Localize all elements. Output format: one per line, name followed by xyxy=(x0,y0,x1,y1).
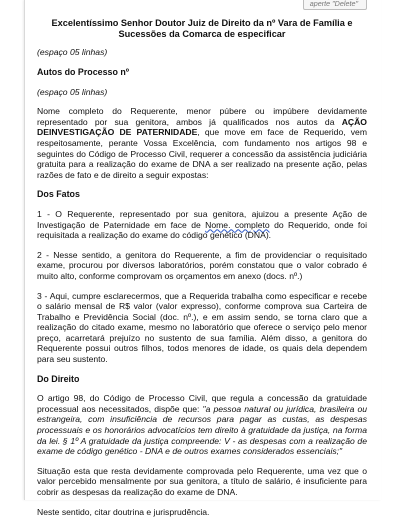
document-body[interactable] xyxy=(37,18,367,526)
law-paragraph-2: Situação esta que resta devidamente comprovada pelo Requerente, uma vez que o valor percebido mensalmente por sua genitora, a título de salário, é insuficiente para cobrir as despesas da realização do exame de DNA. xyxy=(37,465,367,497)
fact-paragraph-3: 3 - Aqui, cumpre esclarecermos, que a Requerida trabalha como especificar e recebe o salário mensal de R$ valor (valor expresso), conforme comprova sua Carteira de Trabalho e Previdência Social (doc. nº.), e em assim sendo, se torna claro que a realização do citado exame, mesmo no laboratório que oferece o serviço pelo menor preço, acarretará prejuízo no sustento de sua família. Além disso, a genitora do Requerente possui outros filhos, todos menores de idade, os quais dela dependem para seu sustento. xyxy=(37,290,367,365)
document-title: Excelentíssimo Senhor Doutor Juiz de Direito da nº Vara de Família e Sucessões da Comarca de especificar xyxy=(51,18,353,40)
intro-text: Nome completo do Requerente, menor púbere ou impúbere devidamente representado por sua genitora, ambos já qualificados nos autos da xyxy=(37,106,367,127)
spacing-note: (espaço 05 linhas) xyxy=(37,86,108,97)
fact-paragraph-2: 2 - Nesse sentido, a genitora do Requerente, a fim de providenciar o requisitado exame, procurou por diversos laboratórios, porém constatou que o valor cobrado é muito alto, conforme comprovam os orçamentos em anexo (docs. nº.) xyxy=(37,249,367,281)
law-quote: "a pessoa natural ou jurídica, brasileira ou estrangeira, com insuficiência de recursos para pagar as custas, as despesas processuais e os honorários advocatícios tem direito à gratuidade da justiça, na forma da lei. § 1º A gratuidade da justiça compreende: V - as despesas com a realização de exame de código genético - DNA e de outros exames considerados essenciais;" xyxy=(37,403,368,457)
section-heading-law: Do Direito xyxy=(37,373,80,384)
action-name: AÇÃO DEINVESTIGAÇÃO DE PATERNIDADE xyxy=(37,116,367,138)
spacing-note: (espaço 05 linhas) xyxy=(37,47,108,58)
law-paragraph-3: Neste sentido, citar doutrina e jurisprudência. xyxy=(37,506,210,517)
section-heading-facts: Dos Fatos xyxy=(37,189,80,200)
intro-paragraph xyxy=(37,106,367,180)
law-text: O artigo 98, do Código de Processo Civil, que regula a concessão da gratuidade processual aos necessitados, dispõe que: xyxy=(37,393,367,414)
case-number: Autos do Processo nº xyxy=(37,67,130,77)
fact-paragraph-1 xyxy=(37,209,367,241)
document-page xyxy=(24,0,381,517)
fact-text: 1 - O Requerente, representado por sua genitora, ajuizou a presente Ação de Investigação de Paternidade em face de xyxy=(37,208,367,230)
law-paragraph-1 xyxy=(37,393,367,457)
spelling-highlight[interactable]: Nome. completo xyxy=(205,219,270,230)
intro-text: , que move em face de Requerido, vem respeitosamente, perante Vossa Excelência, com fundamento nos artigos 98 e seguintes do Código de Processo Civil, requerer a concessão da assistência judiciária gratuita para a realização do exame de DNA a ser realizado na presente ação, pelas razões de fato e de direito a seguir expostas: xyxy=(37,127,367,180)
fact-text: do Requerido, onde foi requisitada a realização do exame do código genético (DNA). xyxy=(37,219,367,241)
delete-hint-tooltip: aperte "Delete" xyxy=(303,0,367,10)
